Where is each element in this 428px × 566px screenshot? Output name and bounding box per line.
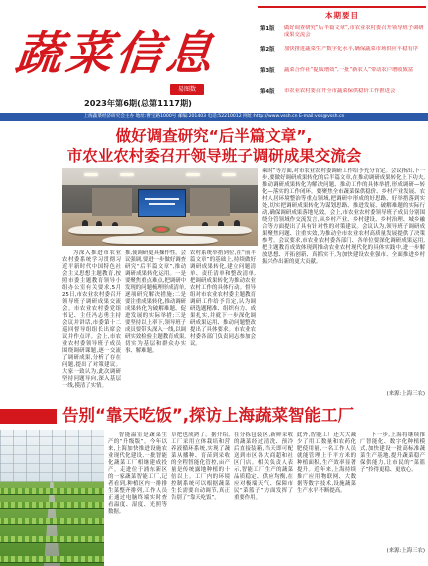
article2-source: (来源:上海三农) [386,548,425,554]
article2-column-5: 下一步,上海将继续推广智能化、数字化种植模式,加快建设一批高标准蔬菜生产基地,提升蔬菜稳产保供能力,让市民的“菜篮子”拎得更稳、更放心。 [360,432,425,473]
meeting-photo [62,168,258,246]
contents-box [258,6,426,110]
contents-item-title: 做好调查研究“后半篇文章”,市农业农村委召开领导班子调研成果交流会 [284,25,424,38]
masthead-seal: 易图数 [170,84,204,95]
issue-number: 2023年第6期(总第1117期) [84,98,192,108]
publisher-info-bar: 上海蔬菜经济研究会主办 地址:曹宝路1000号 邮编:201403 电话:52210012 网址:http://www.vssh.cn E-mail:vss@vssh.cn [0,113,428,121]
contents-page-label: 第4版 [260,89,275,95]
article1-column-right: 乘时”等方面,对市农业农村委调研工作给予充分肯定。会议指出,下一步,要做好调研成果转化的后半篇文章,在推动调研成果转化上下功夫,推动调研成果转化为解决问题、推动工作的具体举措,形成调研—转化—落实的工作闭环。要聚焦全市蔬菜保供稳价、乡村产业发展、农村人居环境整治等重点领域,把调研中形成的好思路、好举措落到实处,切实把调研成果转化为谋划思路、推进发展、破解难题的实际行动,确保调研成果落地见效。会上,市农业农村委领导班子成员分别围绕分管领域作交流发言,从乡村产业、乡村建设、乡村治理、城乡融合等方面提出了具有针对性的对策建议。会议认为,领导班子调研成果聚焦问题、注重实效,为推动全市农业农村高质量发展提供了决策参考。会议要求,市农业农村委各部门、各单位要深化调研成果运用,把主题教育成效体现到推动农业农村现代化的具体实践中,进一步解放思想、开拓创新、真抓实干,为加快建设农业强市、全面推进乡村振兴作出新的更大贡献。 [262,168,425,265]
projection-screen [138,189,186,217]
article1-headline-line1: 做好调查研究“后半篇文章”, [115,127,313,145]
contents-item [258,88,426,108]
article1-headline-line2: 市农业农村委召开领导班子调研成果交流会 [66,147,362,165]
article1-source: (来源:上海三农) [386,391,425,397]
article2-column-3: 在分拣包装区,新鲜采收的蔬菜经过清洗、预冷后直接装箱,当天即可配送到市区各大商超和社区门店。相关负责人表示,智能工厂生产的蔬菜品质稳定、供应均衡,在应对极端天气、保障市民“菜篮子”方面发挥了重要作用。 [234,432,293,501]
contents-item-title: 市农业农村委召开全市蔬菜保供稳价工作推进会 [284,88,396,94]
contents-item-title: 蔬菜合作社“提质增效”,一批“新农人”带动农户增收致富 [284,67,414,73]
article1-column-1: 为深入推进市农业农村委系统学习贯彻习近平新时代中国特色社会主义思想主题教育,按照市委主题教育领导小组办公室有关要求,5月25日,市农业农村委召开领导班子调研成果交流会。市农业农村委党组书记、主任冯志勇主持会议并讲话,市委第十二巡回督导组组长出席会议并作点评。会上,市农业农村委领导班子成员围绕调研课题,逐一交流了调研成果,分析了存在问题,提出了对策建议。大家一致认为,此次调研坚持问题导向,深入基层一线,摸清了实情。 [62,250,121,389]
headline-accent-bar [0,409,57,424]
contents-page-label: 第3版 [260,68,275,74]
contents-item [258,46,426,66]
contents-page-label: 第2版 [260,47,275,53]
contents-page-label: 第1版 [260,26,275,32]
contents-item [258,25,426,45]
contents-item [258,67,426,87]
article1-column-2: 推,使调研更具操作性。会议强调,要进一步做好调查研究“后半篇文章”,推动调研成果转化运用。一是要聚焦重点难点,把调研中发现的问题梳理形成清单,逐项研究解决措施;二是要注重成果转化,推动调研成果转化为破解难题、促进发展的实际举措;三是要坚持以上率下,领导班子成员要带头深入一线,以调研实效检验主题教育成果,切实为基层和群众办实事、解难题。 [125,250,186,354]
article2-headline: 告别“靠天吃饭”,探访上海蔬菜智能工厂 [62,406,354,425]
article1-column-3: 农村系统举措到位,在“前半篇文章”的基础上,持续做好调研成果转化,建立问题清单、责任清单和整改清单,把调研成果转化为推动农业农村工作的具体行动。督导组对市农业农村委主题教育调研工作给予肯定,认为调研选题精准、组织有力、成果扎实,并就下一步深化调研成果运用、推动问题整改提出了具体要求。市农业农村委各部门负责同志参加会议。 [190,250,256,347]
contents-item-title: 加快推进蔬菜生产数字化水平,确保蔬菜市场供应平稳有序 [284,46,419,52]
article2-column-1: 智能温室是蔬菜生产的“升级版”。今年以来,上海加快推进设施农业现代化建设,一批智能化蔬菜工厂相继建成投产。走进位于浦东新区的一家蔬菜智能工厂,记者看到,种植区内一排排生菜整齐排列,工作人员正通过电脑终端实时查看温度、湿度、光照等数据。 [108,432,167,515]
greenhouse-photo [0,430,104,566]
masthead-title: 蔬菜信息 [13,26,219,80]
article2-column-2: 草把也成熟了。据介绍,工厂采用立体栽培和营养液循环系统,实现了蔬菜从播种、育苗到采收的全程智能化管控,亩产量是传统露地种植的十倍以上。工厂内的环境控制系统可以根据蔬菜生长需要自动调节,真正告别了“靠天吃饭”。 [171,432,230,501]
contents-heading: 本期要目 [325,11,359,20]
article2-column-4: 此外,智能工厂还大大减少了用工数量和农药化肥使用量,一名工作人员就能管理上千平方米的种植面积,生产效率显著提升。近年来,上海持续推广应用物联网、大数据等数字技术,设施蔬菜生产水平不断提高。 [297,432,356,494]
